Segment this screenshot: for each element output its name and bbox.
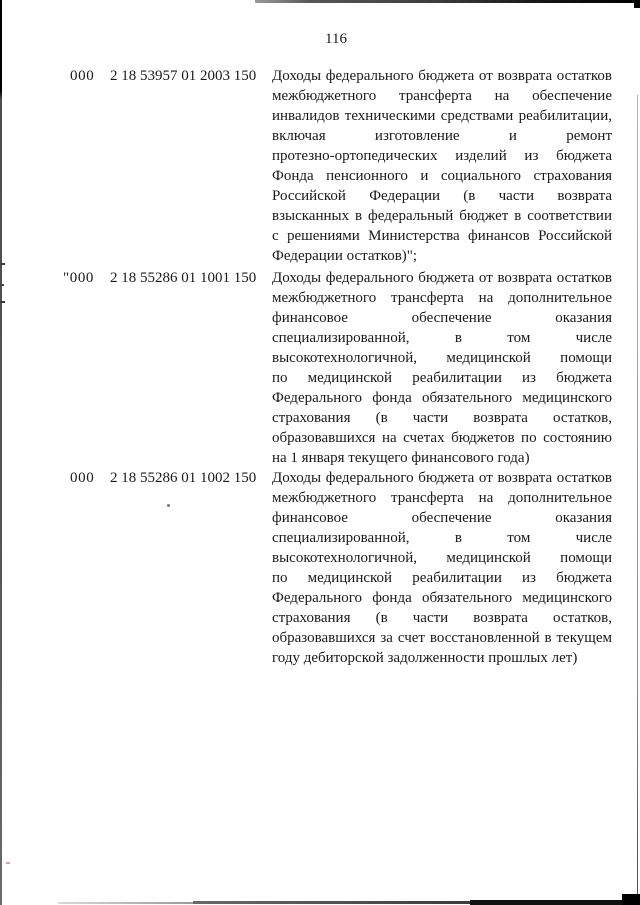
entry-admin-code: "000 (63, 270, 95, 286)
scan-artifact-speck (6, 862, 10, 864)
page-number: 116 (325, 31, 347, 47)
entry-classification-code: 2 18 55286 01 1002 150 (110, 470, 257, 486)
entry-description (272, 468, 612, 668)
description-line: межбюджетного трансферта на обеспечение (272, 88, 612, 104)
description-line: страхования (в части возврата остатков, (272, 410, 612, 426)
scan-artifact-bottom-strip (470, 900, 640, 905)
description-line: высокотехнологичной, медицинской помощи (272, 550, 612, 566)
scan-artifact-top-strip (255, 0, 640, 3)
entries-list (63, 66, 612, 668)
budget-entry (70, 66, 612, 266)
description-line: включая изготовление и ремонт (272, 128, 612, 144)
description-line: финансовое обеспечение оказания (272, 310, 612, 326)
scan-artifact-bottom-strip (193, 901, 520, 904)
scan-artifact-top-right-corner (634, 0, 640, 8)
scan-artifact-left-edge (0, 0, 2, 905)
budget-entry (63, 268, 612, 468)
entry-description (272, 268, 612, 468)
description-line: Фонда пенсионного и социального страхования (272, 168, 612, 184)
scan-artifact-right-edge (637, 95, 638, 905)
scan-artifact-left-tick (0, 301, 5, 303)
description-line: с решениями Министерства финансов Российской (272, 228, 612, 244)
entry-classification-code: 2 18 53957 01 2003 150 (110, 68, 257, 84)
entry-description (272, 66, 612, 266)
entry-admin-code: 000 (70, 68, 95, 84)
scan-artifact-left-tick (0, 263, 5, 265)
description-line: межбюджетного трансферта на дополнительное (272, 490, 612, 506)
description-line: финансовое обеспечение оказания (272, 510, 612, 526)
entry-classification-code: 2 18 55286 01 1001 150 (110, 270, 257, 286)
description-line: образовавшихся за счет восстановленной в текущем (272, 630, 612, 646)
description-line: по медицинской реабилитации из бюджета (272, 570, 612, 586)
description-line: Российской Федерации (в части возврата (272, 188, 612, 204)
description-line: Доходы федерального бюджета от возврата остатков (272, 270, 612, 286)
scan-artifact-bottom-right-corner (622, 894, 640, 905)
description-line: Федерации остатков)"; (272, 248, 418, 264)
entry-admin-code: 000 (70, 470, 95, 486)
description-line: году дебиторской задолженности прошлых лет) (272, 650, 578, 666)
description-line: взысканных в федеральный бюджет в соответствии (272, 208, 612, 224)
description-line: Федерального фонда обязательного медицинского (272, 390, 612, 406)
description-line: Доходы федерального бюджета от возврата остатков (272, 68, 612, 84)
description-line: инвалидов техническими средствами реабилитации, (272, 108, 612, 124)
description-line: высокотехнологичной, медицинской помощи (272, 350, 612, 366)
description-line: на 1 января текущего финансового года) (272, 450, 530, 466)
description-line: специализированной, в том числе (272, 530, 612, 546)
description-line: специализированной, в том числе (272, 330, 612, 346)
description-line: страхования (в части возврата остатков, (272, 610, 612, 626)
description-line: межбюджетного трансферта на дополнительное (272, 290, 612, 306)
description-line: по медицинской реабилитации из бюджета (272, 370, 612, 386)
budget-entry (70, 468, 612, 668)
description-line: протезно-ортопедических изделий из бюджета (272, 148, 612, 164)
scan-artifact-bottom-strip (58, 902, 193, 904)
scan-artifact-left-tick (0, 284, 4, 286)
description-line: Федерального фонда обязательного медицинского (272, 590, 612, 606)
description-line: Доходы федерального бюджета от возврата остатков (272, 470, 612, 486)
description-line: образовавшихся на счетах бюджетов по состоянию (272, 430, 612, 446)
